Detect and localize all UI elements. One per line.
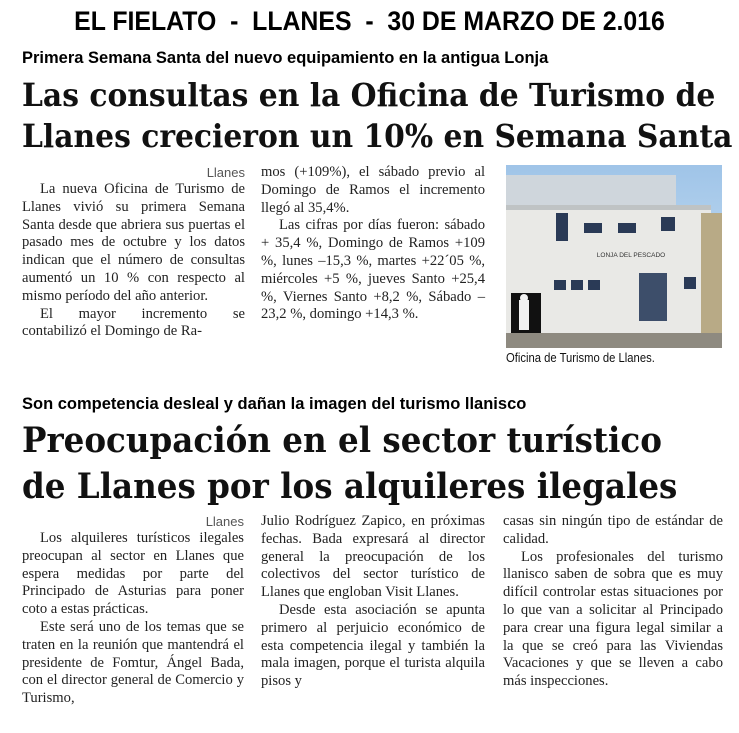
article2-headline-line2: de Llanes por los alquileres ilegales (22, 466, 678, 507)
article1-headline-line2: Llanes crecieron un 10% en Semana Santa (22, 117, 733, 155)
article1-kicker: Primera Semana Santa del nuevo equipamiento en la antigua Lonja (22, 49, 549, 67)
photo-caption: Oficina de Turismo de Llanes. (506, 351, 655, 365)
article1-col2-paragraph: Las cifras por días fueron: sábado + 35,4 %, Domingo de Ramos +109 %, lunes –15,3 %, martes +22´05 %, miércoles +5 %, jueves Santo +25,4 %, Viernes Santo +8,2 %, Sábado –23,2 %, domingo +14,3 %. (261, 217, 485, 323)
photo-sign-text: LONJA DEL PESCADO (596, 252, 666, 259)
article2-col3-paragraph: casas sin ningún tipo de estándar de calidad. (503, 513, 723, 547)
article2-column-1 (22, 513, 244, 708)
article2-column-3 (503, 513, 723, 691)
article1-col1-paragraph: El mayor incremento se contabilizó el Domingo de Ra- (22, 305, 245, 340)
article2-headline-line1: Preocupación en el sector turístico (22, 420, 662, 461)
article2-col2-paragraph: Desde esta asociación se apunta primero al perjuicio económico de esta competencia ilegal y también la mala imagen, porque el turista alquila pisos y (261, 601, 485, 690)
article1-headline-line1: Las consultas en la Oficina de Turismo de (22, 76, 716, 114)
tourism-office-building-image (506, 165, 722, 348)
article2-column-2 (261, 513, 485, 691)
tourism-office-photo (506, 165, 722, 348)
article1-col2-paragraph: mos (+109%), el sábado previo al Domingo de Ramos el incremento llegó al 35,4%. (261, 164, 485, 216)
article2-col2-paragraph: Julio Rodríguez Zapico, en próximas fechas. Bada expresará al director general la preocupación de los colectivos del sector turístico de Llanes que engloban Visit Llanes. (261, 513, 485, 601)
article2-col1-paragraph: Este será uno de los temas que se traten en la reunión que mantendrá el presidente de Fomtur, Ángel Bada, con el director general de Comercio y Turismo, (22, 618, 244, 707)
article1-col1-paragraph: La nueva Oficina de Turismo de Llanes vivió su primera Semana Santa desde que abriera sus puertas el pasado mes de octubre y los datos indican que el número de consultas aumentó un 10 % con respecto al mismo período del año anterior. (22, 181, 245, 304)
article2-dateline: Llanes (205, 514, 244, 529)
article1-column-2 (261, 164, 485, 324)
masthead: EL FIELATO - LLANES - 30 DE MARZO DE 2.016 (74, 6, 665, 36)
article2-col3-paragraph: Los profesionales del turismo llanisco saben de sobra que es muy difícil controlar estas situaciones por lo que van a solicitar al Principado para crear una figura legal similar a la que se creó para las Viviendas Vacaciones y que se lleven a cabo más inspecciones. (503, 548, 723, 690)
article2-kicker: Son competencia desleal y dañan la imagen del turismo llanisco (22, 395, 527, 413)
article2-col1-paragraph: Los alquileres turísticos ilegales preocupan al sector en Llanes que espera medidas por parte del Principado de Asturias para poner coto a estas prácticas. (22, 530, 244, 618)
article1-column-1 (22, 164, 245, 341)
article1-dateline: Llanes (206, 165, 245, 180)
